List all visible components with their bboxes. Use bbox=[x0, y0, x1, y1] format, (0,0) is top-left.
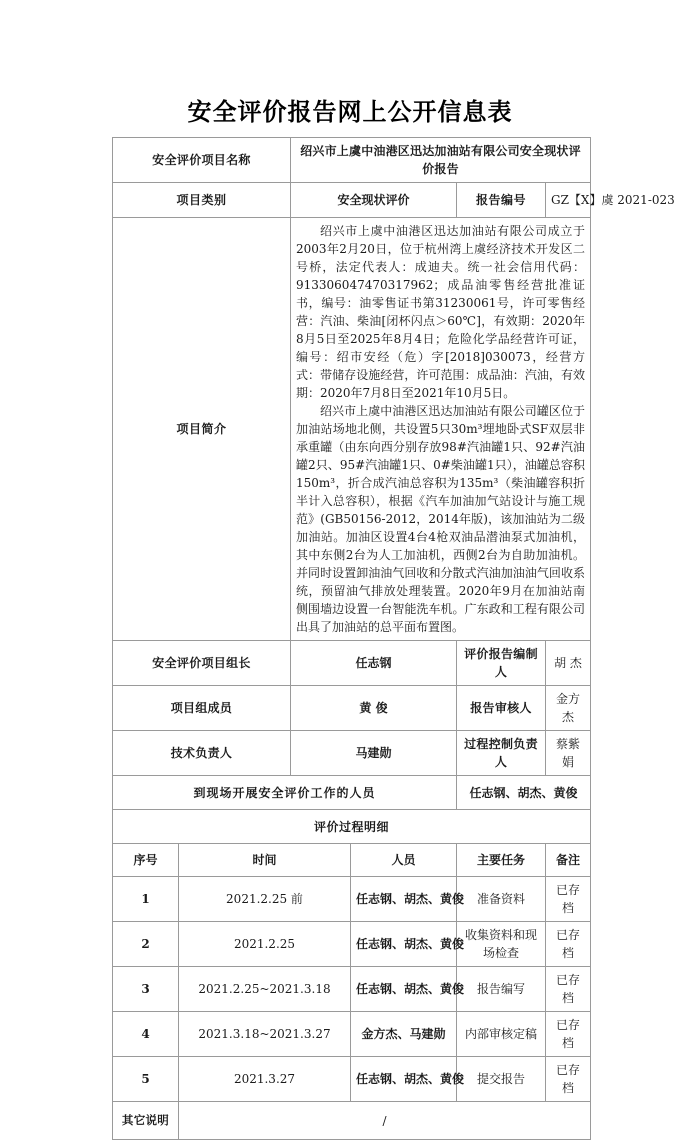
table-row bbox=[113, 1057, 591, 1102]
technical-lead-value: 马建勋 bbox=[291, 731, 457, 776]
onsite-personnel-row bbox=[113, 776, 591, 810]
technical-lead-label: 技术负责人 bbox=[113, 731, 291, 776]
report-number-value: GZ【X】虞 2021-023 bbox=[546, 183, 591, 218]
project-intro-value bbox=[291, 218, 591, 641]
project-category-value: 安全现状评价 bbox=[291, 183, 457, 218]
onsite-personnel-label: 到现场开展安全评价工作的人员 bbox=[113, 776, 457, 810]
row-task: 提交报告 bbox=[457, 1057, 546, 1102]
column-header-task: 主要任务 bbox=[457, 844, 546, 877]
table-row bbox=[113, 922, 591, 967]
process-section-title: 评价过程明细 bbox=[113, 810, 591, 844]
group-member-label: 项目组成员 bbox=[113, 686, 291, 731]
row-people: 任志钢、胡杰、黄俊 bbox=[351, 967, 457, 1012]
column-header-time: 时间 bbox=[179, 844, 351, 877]
other-notes-value: / bbox=[179, 1102, 591, 1140]
row-task: 内部审核定稿 bbox=[457, 1012, 546, 1057]
group-leader-value: 任志钢 bbox=[291, 641, 457, 686]
row-people: 任志钢、胡杰、黄俊 bbox=[351, 1057, 457, 1102]
row-time: 2021.2.25 前 bbox=[179, 877, 351, 922]
table-row bbox=[113, 967, 591, 1012]
row-note: 已存档 bbox=[546, 1057, 591, 1102]
report-number-label: 报告编号 bbox=[457, 183, 546, 218]
process-section-header-row bbox=[113, 810, 591, 844]
report-author-label: 评价报告编制人 bbox=[457, 641, 546, 686]
column-header-note: 备注 bbox=[546, 844, 591, 877]
report-reviewer-value: 金方杰 bbox=[546, 686, 591, 731]
project-category-label: 项目类别 bbox=[113, 183, 291, 218]
row-note: 已存档 bbox=[546, 922, 591, 967]
row-people: 任志钢、胡杰、黄俊 bbox=[351, 877, 457, 922]
project-name-label: 安全评价项目名称 bbox=[113, 138, 291, 183]
group-leader-label: 安全评价项目组长 bbox=[113, 641, 291, 686]
page-title: 安全评价报告网上公开信息表 bbox=[187, 97, 513, 126]
row-note: 已存档 bbox=[546, 1012, 591, 1057]
process-control-value: 蔡紫娟 bbox=[546, 731, 591, 776]
other-notes-label: 其它说明 bbox=[113, 1102, 179, 1140]
row-time: 2021.2.25 bbox=[179, 922, 351, 967]
group-member-value: 黄 俊 bbox=[291, 686, 457, 731]
row-task: 报告编写 bbox=[457, 967, 546, 1012]
report-author-value: 胡 杰 bbox=[546, 641, 591, 686]
row-note: 已存档 bbox=[546, 967, 591, 1012]
project-category-row bbox=[113, 183, 591, 218]
column-header-no: 序号 bbox=[113, 844, 179, 877]
row-no: 2 bbox=[113, 922, 179, 967]
project-name-value: 绍兴市上虞中油港区迅达加油站有限公司安全现状评价报告 bbox=[291, 138, 591, 183]
row-no: 4 bbox=[113, 1012, 179, 1057]
project-intro-label: 项目简介 bbox=[113, 218, 291, 641]
report-reviewer-label: 报告审核人 bbox=[457, 686, 546, 731]
onsite-personnel-value: 任志钢、胡杰、黄俊 bbox=[457, 776, 591, 810]
table-row bbox=[113, 1012, 591, 1057]
personnel-row-leader bbox=[113, 641, 591, 686]
row-time: 2021.3.18~2021.3.27 bbox=[179, 1012, 351, 1057]
row-time: 2021.3.27 bbox=[179, 1057, 351, 1102]
project-intro-paragraph-2: 绍兴市上虞中油港区迅达加油站有限公司罐区位于加油站场地北侧，共设置5只30m³埋地卧式SF双层非承重罐（由东向西分别存放98#汽油罐1只、92#汽油罐2只、95#汽油罐1只、0#柴油罐1只），油罐总容积150m³，折合成汽油总容积为135m³（柴油罐容积折半计入总容积），根据《汽车加油加气站设计与施工规范》(GB50156-2012，2014年版)，该加油站为二级加油站。加油区设置4台4枪双油品潜油泵式加油机，其中东侧2台为人工加油机，西侧2台为自助加油机。并同时设置卸油油气回收和分散式汽油加油油气回收系统，预留油气排放处理装置。2020年9月在加油站南侧围墙边设置一台智能洗车机。广东政和工程有限公司出具了加油站的总平面布置图。 bbox=[296, 404, 585, 634]
project-intro-paragraph-1: 绍兴市上虞中油港区迅达加油站有限公司成立于2003年2月20日，位于杭州湾上虞经济技术开发区二号桥，法定代表人：成迪夫。统一社会信用代码：913306047470317962；成品油零售经营批准证书，编号：油零售证书第31230061号，许可零售经营：汽油、柴油[闭杯闪点＞60℃]，有效期：2020年8月5日至2025年8月4日；危险化学品经营许可证，编号：绍市安经（危）字[2018]030073，经营方式：带储存设施经营，许可范围：成品油：汽油，有效期：2020年7月8日至2021年10月5日。 bbox=[296, 224, 585, 400]
process-control-label: 过程控制负责人 bbox=[457, 731, 546, 776]
row-task: 收集资料和现场检查 bbox=[457, 922, 546, 967]
row-note: 已存档 bbox=[546, 877, 591, 922]
row-people: 金方杰、马建勋 bbox=[351, 1012, 457, 1057]
personnel-row-member bbox=[113, 686, 591, 731]
row-no: 5 bbox=[113, 1057, 179, 1102]
personnel-row-technical bbox=[113, 731, 591, 776]
table-row bbox=[113, 877, 591, 922]
row-no: 3 bbox=[113, 967, 179, 1012]
project-name-row bbox=[113, 138, 591, 183]
other-notes-row bbox=[113, 1102, 591, 1140]
row-time: 2021.2.25~2021.3.18 bbox=[179, 967, 351, 1012]
column-header-people: 人员 bbox=[351, 844, 457, 877]
row-task: 准备资料 bbox=[457, 877, 546, 922]
row-no: 1 bbox=[113, 877, 179, 922]
row-people: 任志钢、胡杰、黄俊 bbox=[351, 922, 457, 967]
project-intro-row bbox=[113, 218, 591, 641]
process-table-header-row bbox=[113, 844, 591, 877]
